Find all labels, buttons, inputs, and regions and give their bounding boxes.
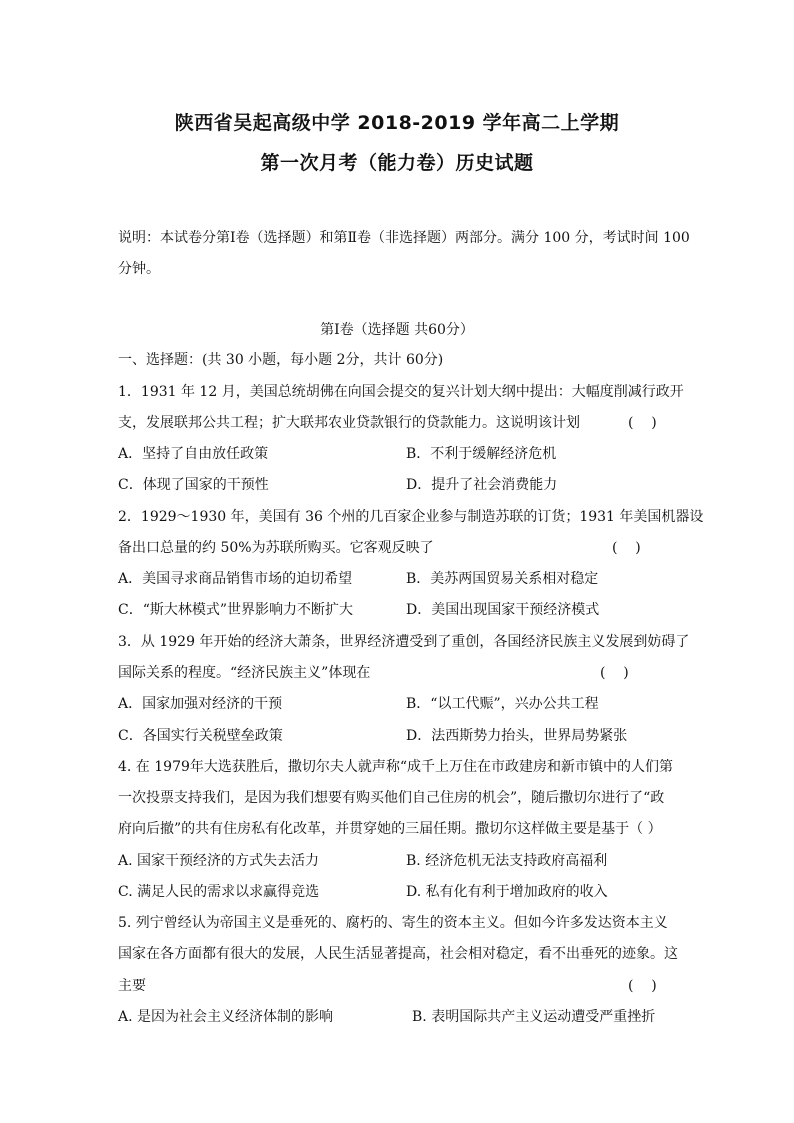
- instructions-line2: 分钟。: [118, 261, 160, 277]
- q3-option-d: D．法西斯势力抬头，世界局势紧张: [406, 728, 628, 744]
- exam-title-line1: 陕西省吴起高级中学 2018-2019 学年高二上学期: [174, 112, 620, 134]
- q3-option-c: C．各国实行关税壁垒政策: [118, 728, 283, 744]
- exam-title-line2: 第一次月考（能力卷）历史试题: [260, 152, 534, 174]
- q1-option-c: C．体现了国家的干预性: [118, 477, 269, 493]
- q3-stem-line1: 3．从 1929 年开始的经济大萧条，世界经济遭受到了重创，各国经济民族主义发展到妨碍了: [118, 634, 690, 650]
- q5-stem-line2: 国家在各方面都有很大的发展，人民生活显著提高，社会相对稳定，看不出垂死的迹象。这: [118, 946, 678, 962]
- q1-stem-line2: 支，发展联邦公共工程；扩大联邦农业贷款银行的贷款能力。这说明该计划: [118, 415, 580, 431]
- q3-answer-paren: ( ): [600, 665, 629, 681]
- q2-option-a: A．美国寻求商品销售市场的迫切希望: [118, 571, 353, 587]
- q4-option-b: B. 经济危机无法支持政府高福利: [406, 853, 608, 869]
- q1-option-d: D．提升了社会消费能力: [406, 477, 558, 493]
- q4-stem-line3: 府向后撤”的共有住房私有化改革，并贯穿她的三届任期。撒切尔这样做主要是基于（ ）: [118, 821, 662, 837]
- q2-stem-line1: 2．1929～1930 年，美国有 36 个州的几百家企业参与制造苏联的订货；1931 年美国机器设: [118, 509, 704, 525]
- q1-answer-paren: ( ): [628, 415, 657, 431]
- q5-stem-line1: 5. 列宁曾经认为帝国主义是垂死的、腐朽的、寄生的资本主义。但如今许多发达资本主义: [118, 915, 668, 931]
- q4-option-d: D. 私有化有利于增加政府的收入: [406, 884, 608, 900]
- q1-option-b: B．不利于缓解经济危机: [406, 446, 557, 462]
- q5-answer-paren: ( ): [628, 978, 657, 994]
- instructions-line1: 说明：本试卷分第Ⅰ卷（选择题）和第Ⅱ卷（非选择题）两部分。满分 100 分，考试时间 100: [118, 230, 690, 246]
- section-subheading: 一、选择题：(共 30 小题，每小题 2分，共计 60分): [118, 352, 444, 368]
- q1-option-a: A．坚持了自由放任政策: [118, 446, 269, 462]
- q5-option-a: A. 是因为社会主义经济体制的影响: [118, 1009, 334, 1025]
- q2-stem-line2: 备出口总量的约 50%为苏联所购买。它客观反映了: [118, 540, 434, 556]
- q1-stem-line1: 1．1931 年 12 月，美国总统胡佛在向国会提交的复兴计划大纲中提出：大幅度削减行政开: [118, 384, 684, 400]
- section-heading: 第Ⅰ卷（选择题 共60分）: [320, 322, 474, 338]
- q2-option-c: C．“斯大林模式”世界影响力不断扩大: [118, 602, 354, 618]
- q4-option-c: C. 满足人民的需求以求赢得竞选: [118, 884, 320, 900]
- q2-option-b: B．美苏两国贸易关系相对稳定: [406, 571, 599, 587]
- q3-stem-line2: 国际关系的程度。“经济民族主义”体现在: [118, 665, 371, 681]
- q2-option-d: D．美国出现国家干预经济模式: [406, 602, 600, 618]
- q2-answer-paren: ( ): [612, 540, 641, 556]
- q4-stem-line2: 一次投票支持我们，是因为我们想要有购买他们自己住房的机会”，随后撒切尔进行了“政: [118, 790, 665, 806]
- q5-option-b: B. 表明国际共产主义运动遭受严重挫折: [412, 1009, 656, 1025]
- q5-stem-line3: 主要: [118, 978, 146, 994]
- q4-stem-line1: 4. 在 1979年大选获胜后，撒切尔夫人就声称“成千上万住在市政建房和新市镇中的人们第: [118, 759, 674, 775]
- q3-option-a: A．国家加强对经济的干预: [118, 696, 283, 712]
- q4-option-a: A. 国家干预经济的方式失去活力: [118, 853, 320, 869]
- q3-option-b: B．“以工代赈”，兴办公共工程: [406, 696, 599, 712]
